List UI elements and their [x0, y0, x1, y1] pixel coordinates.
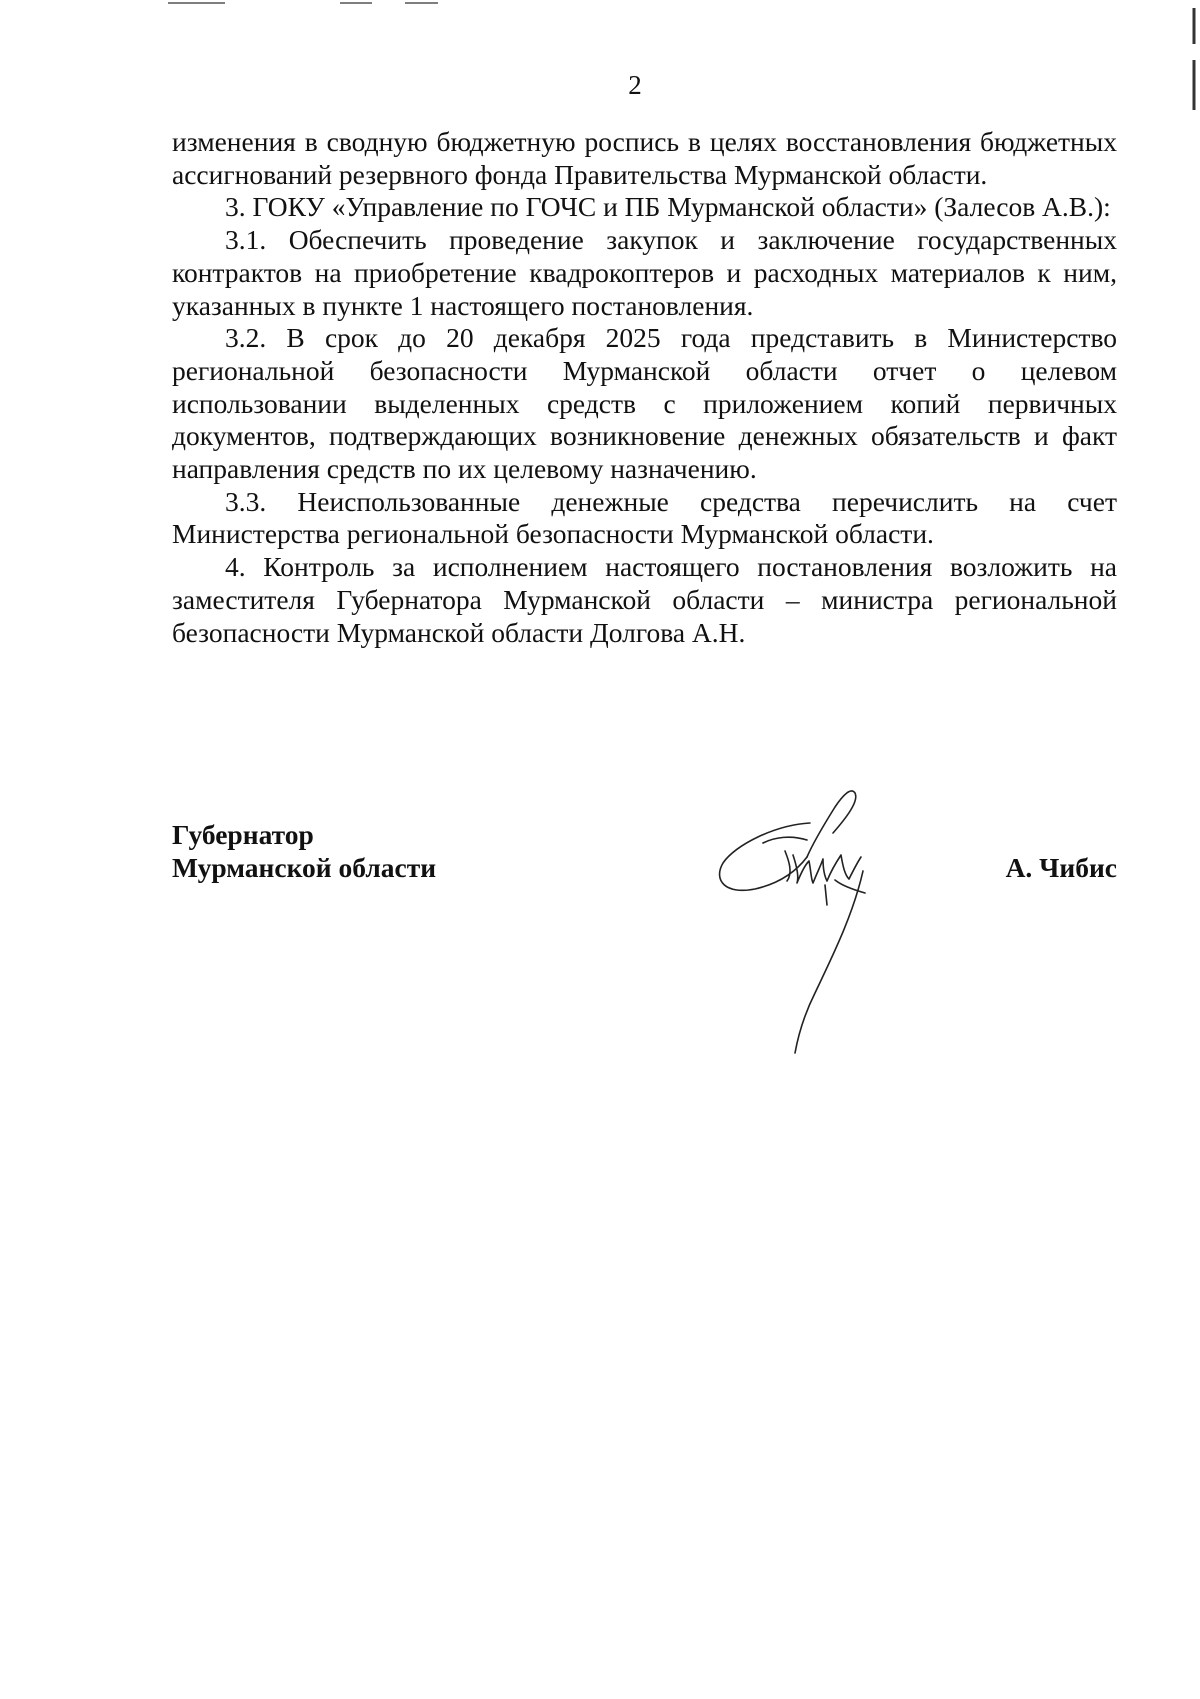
paragraph-item-4: 4. Контроль за исполнением настоящего постановления возложить на заместителя Губернатора Мурманской области – министра региональной безопасности Мурманской области Долгова А.Н. [172, 551, 1117, 648]
page-number: 2 [628, 70, 642, 100]
document-body [172, 126, 1117, 649]
handwritten-signature [715, 785, 925, 1055]
paragraph-item-3-3: 3.3. Неиспользованные денежные средства перечислить на счет Министерства региональной безопасности Мурманской области. [172, 485, 1117, 550]
paragraph-item-3-2: 3.2. В срок до 20 декабря 2025 года представить в Министерство региональной безопасности Мурманской области отчет о целевом использовании выделенных средств с приложением копий первичных документов, подтверждающих возникновение денежных обязательств и факт направления средств по их целевому назначению. [172, 322, 1117, 485]
signatory-position-line2: Мурманской области [172, 852, 437, 883]
signatory-name: А. Чибис [1005, 852, 1117, 883]
signatory-position [172, 818, 436, 884]
paragraph-item-3: 3. ГОКУ «Управление по ГОЧС и ПБ Мурманской области» (Залесов А.В.): [225, 191, 1111, 223]
paragraph-continuation: изменения в сводную бюджетную роспись в целях восстановления бюджетных ассигнований резервного фонда Правительства Мурманской области. [172, 126, 1117, 190]
paragraph-item-3-1: 3.1. Обеспечить проведение закупок и заключение государственных контрактов на приобретение квадрокоптеров и расходных материалов к ним, указанных в пункте 1 настоящего постановления. [172, 224, 1117, 321]
signatory-position-line1: Губернатор [172, 819, 314, 850]
